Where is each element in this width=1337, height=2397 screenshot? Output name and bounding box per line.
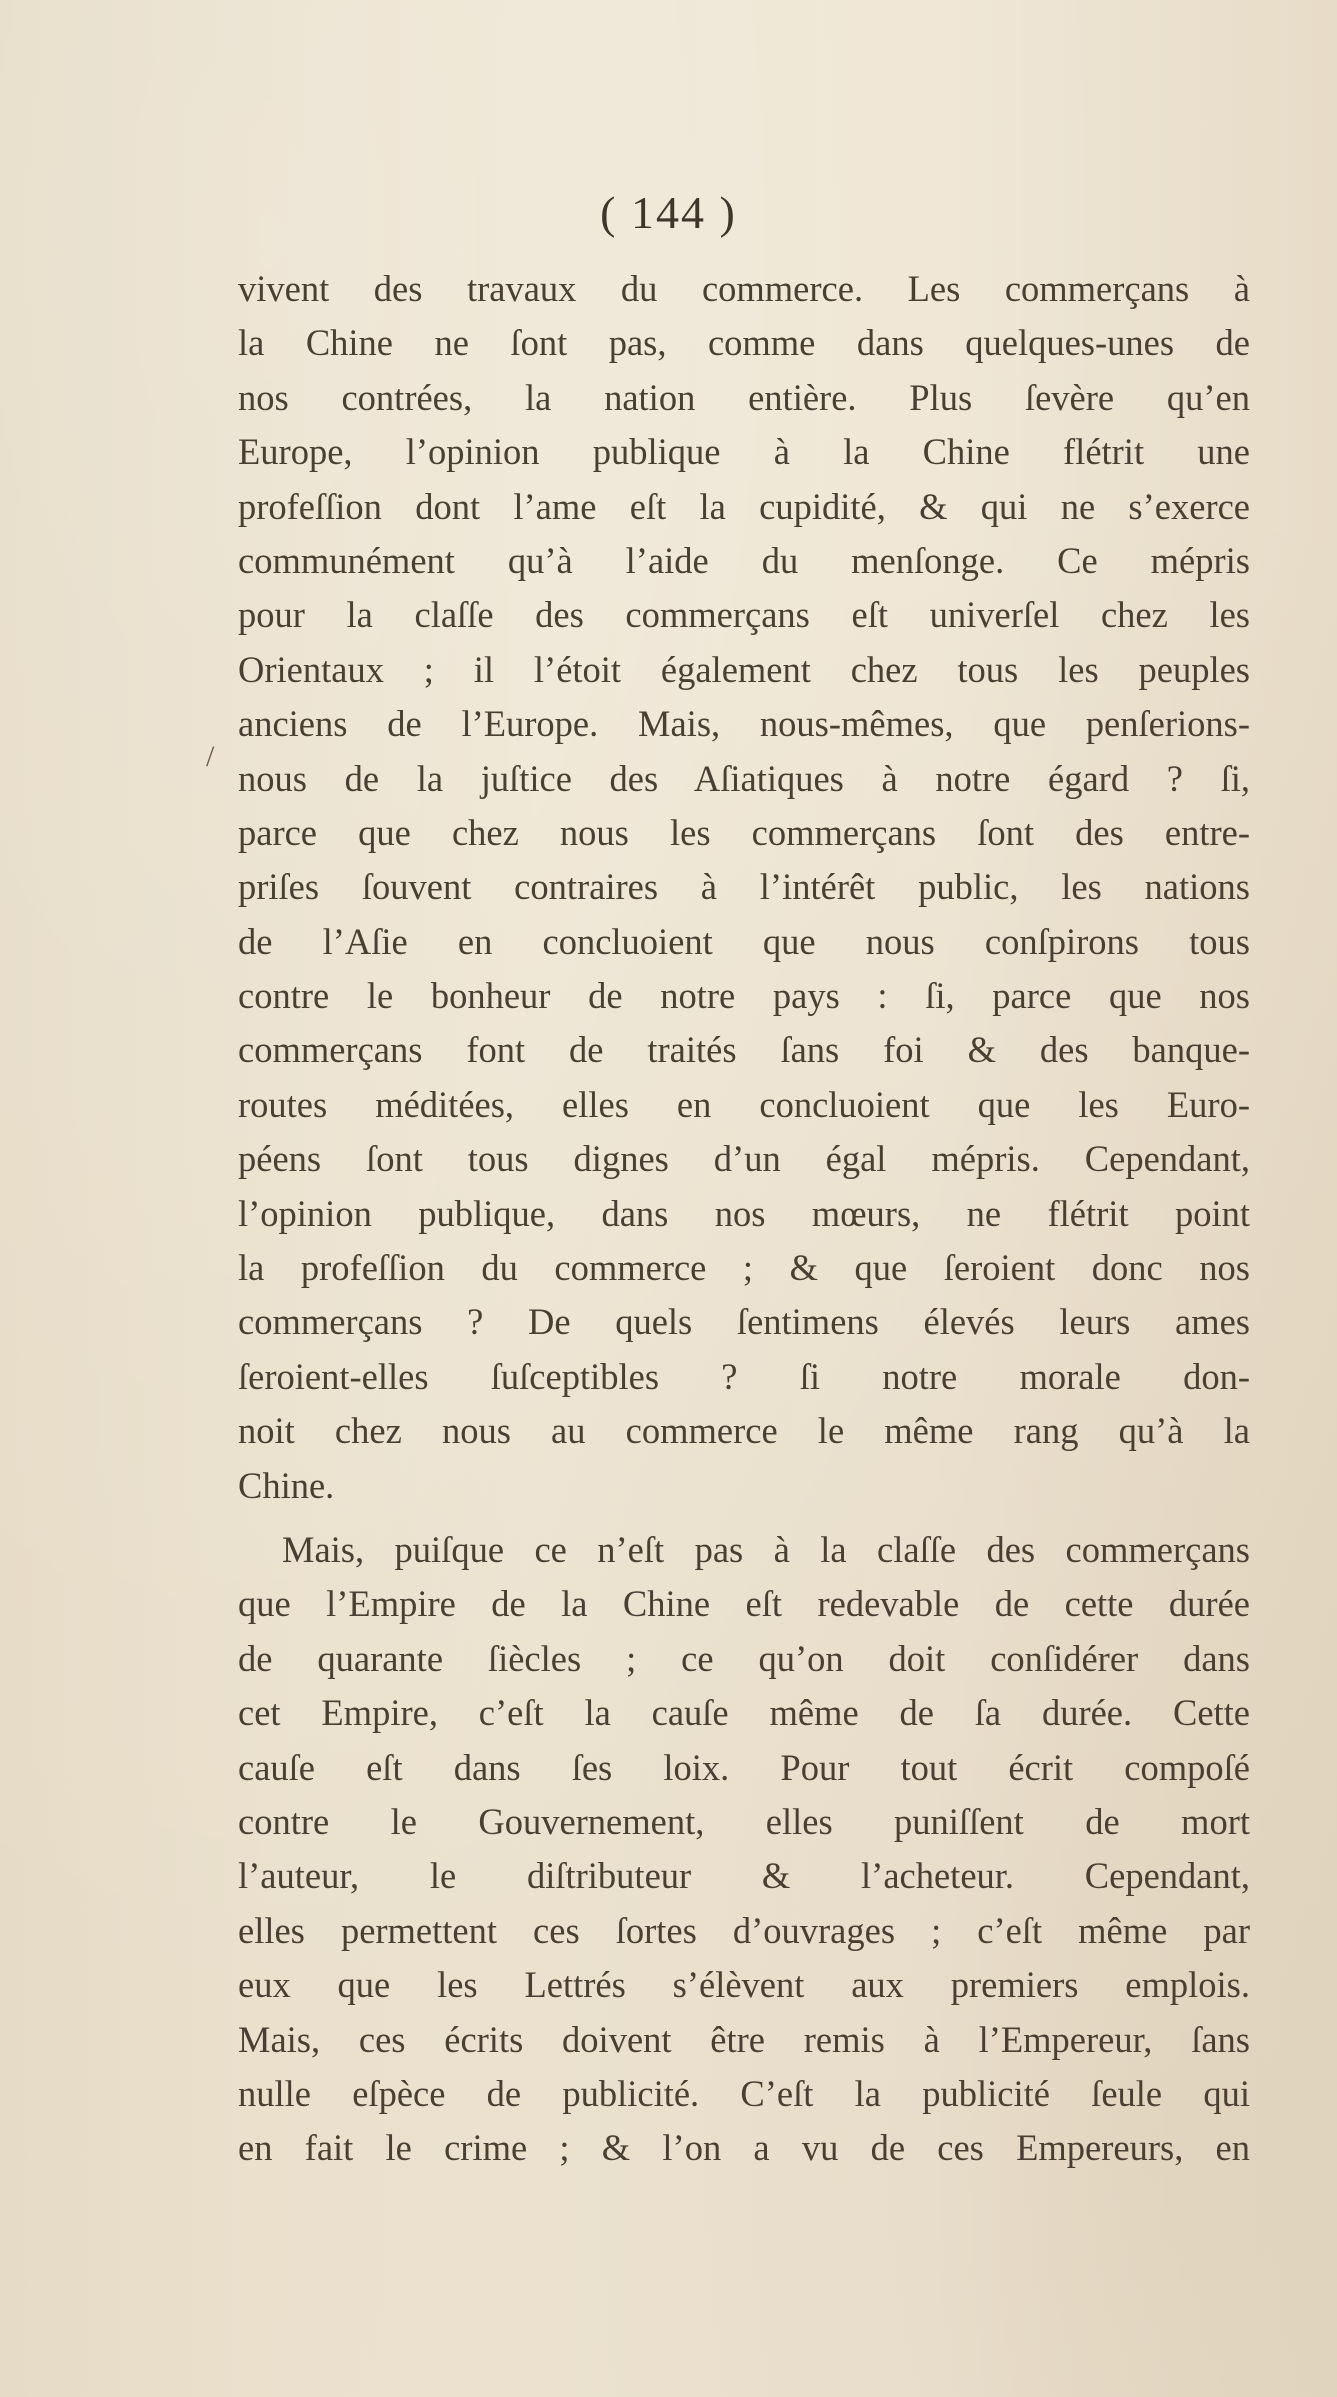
text-line: la profeſſion du commerce ; & que ſeroient donc nos <box>238 1247 1250 1289</box>
text-line: elles permettent ces ſortes d’ouvrages ; c’eſt même par <box>238 1909 1250 1951</box>
text-line: de quarante ſiècles ; ce qu’on doit conſidérer dans <box>238 1637 1250 1679</box>
margin-mark: / <box>206 740 215 773</box>
text-line: l’opinion publique, dans nos mœurs, ne flétrit point <box>238 1192 1250 1234</box>
text-line: cauſe eſt dans ſes loix. Pour tout écrit compoſé <box>238 1746 1250 1788</box>
text-line: Mais, puiſque ce n’eſt pas à la claſſe des commerçans <box>282 1528 1250 1570</box>
page-number: ( 144 ) <box>600 187 737 238</box>
text-line: vivent des travaux du commerce. Les commerçans à <box>238 268 1250 309</box>
text-line: parce que chez nous les commerçans ſont des entre- <box>238 811 1250 853</box>
text-line: de l’Aſie en concluoient que nous conſpirons tous <box>238 920 1250 962</box>
text-line: anciens de l’Europe. Mais, nous-mêmes, que penſerions- <box>238 703 1250 745</box>
text-line: communément qu’à l’aide du menſonge. Ce mépris <box>238 539 1250 581</box>
text-line: Europe, l’opinion publique à la Chine flétrit une <box>238 431 1250 473</box>
text-line: priſes ſouvent contraires à l’intérêt public, les nations <box>238 866 1250 908</box>
paragraph-2 <box>238 1523 1250 2176</box>
text-line: que l’Empire de la Chine eſt redevable de cette durée <box>238 1583 1250 1625</box>
text-line: contre le bonheur de notre pays : ſi, parce que nos <box>238 975 1250 1017</box>
paragraph-1 <box>238 262 1250 1513</box>
text-line: nulle eſpèce de publicité. C’eſt la publicité ſeule qui <box>238 2072 1250 2114</box>
text-line: routes méditées, elles en concluoient que les Euro- <box>238 1083 1250 1125</box>
text-line: Mais, ces écrits doivent être remis à l’Empereur, ſans <box>238 2018 1250 2060</box>
text-line: la Chine ne ſont pas, comme dans quelques-unes de <box>238 322 1250 364</box>
text-line: pour la claſſe des commerçans eſt univerſel chez les <box>238 594 1250 636</box>
text-line: eux que les Lettrés s’élèvent aux premiers emplois. <box>238 1964 1250 2006</box>
text-line: commerçans font de traités ſans foi & des banque- <box>238 1029 1250 1071</box>
text-line: péens ſont tous dignes d’un égal mépris. Cependant, <box>238 1138 1250 1180</box>
text-line: cet Empire, c’eſt la cauſe même de ſa durée. Cette <box>238 1692 1250 1734</box>
text-line: profeſſion dont l’ame eſt la cupidité, & qui ne s’exerce <box>238 485 1250 527</box>
text-line: ſeroient-elles ſuſceptibles ? ſi notre morale don- <box>238 1355 1250 1397</box>
text-line: nous de la juſtice des Aſiatiques à notre égard ? ſi, <box>238 757 1250 799</box>
text-line: en fait le crime ; & l’on a vu de ces Empereurs, en <box>238 2127 1250 2169</box>
text-line: noit chez nous au commerce le même rang qu’à la <box>238 1410 1250 1452</box>
text-line: nos contrées, la nation entière. Plus ſevère qu’en <box>238 376 1250 418</box>
body-text <box>238 262 1250 2176</box>
text-line: Chine. <box>238 1464 335 1506</box>
text-line: Orientaux ; il l’étoit également chez tous les peuples <box>238 648 1250 690</box>
paragraph-gap <box>238 1513 1250 1523</box>
text-line: contre le Gouvernement, elles puniſſent de mort <box>238 1800 1250 1842</box>
text-line: l’auteur, le diſtributeur & l’acheteur. Cependant, <box>238 1855 1250 1897</box>
text-line: commerçans ? De quels ſentimens élevés leurs ames <box>238 1301 1250 1343</box>
